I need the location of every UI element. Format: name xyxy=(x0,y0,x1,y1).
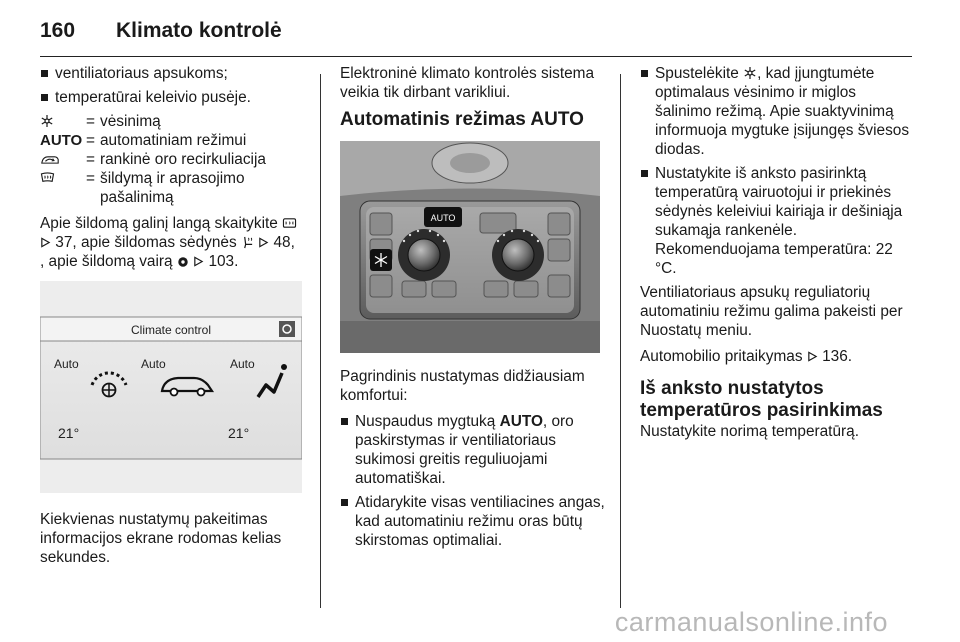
settings-icon xyxy=(279,321,295,337)
legend-text: vėsinimą xyxy=(100,113,161,130)
legend-row xyxy=(40,169,306,207)
bullet-vents: Atidarykite visas ventiliacines angas, kad automatiniu režimu oras būtų skirstomas optimaliai. xyxy=(340,493,606,550)
legend-symbol xyxy=(40,112,86,131)
legend-equals: = xyxy=(86,151,95,168)
text-span: . xyxy=(234,253,239,270)
lower-console xyxy=(340,321,600,353)
display-auto-label-distribution: Auto xyxy=(141,357,166,371)
left-temperature-knob[interactable] xyxy=(408,239,440,271)
bullet-passenger-temp: temperatūrai keleivio pusėje. xyxy=(40,88,306,107)
control-panel-photo xyxy=(340,141,600,353)
legend-equals: = xyxy=(86,170,95,187)
preset-paragraph: Nustatykite norimą temperatūrą. xyxy=(640,423,859,440)
reference-arrow-icon xyxy=(40,237,51,248)
auto-button-label: AUTO xyxy=(430,213,456,223)
column-2 xyxy=(340,64,606,555)
heading-line: temperatūros pasirinkimas xyxy=(640,400,883,421)
intro-paragraph: Elektroninė klimato kontrolės sistema veikia tik dirbant varikliui. xyxy=(340,65,595,101)
section-heading-auto: Automatinis režimas AUTO xyxy=(340,109,584,130)
reference-arrow-icon xyxy=(193,256,204,267)
legend-row xyxy=(40,150,306,169)
legend-symbol xyxy=(40,150,86,169)
legend-row xyxy=(40,131,306,150)
rear-window-heating-icon xyxy=(282,217,297,230)
display-auto-label-seat: Auto xyxy=(230,357,255,371)
display-title: Climate control xyxy=(130,323,212,337)
heating-references: Apie šildomą galinį langą skaitykite 37, apie šildomas sėdynės 48, , apie šildomą vairą 103. xyxy=(40,214,306,271)
text-span: , oro paskirstymas ir ventiliatoriaus sukimosi greitis reguliuojami automatiškai. xyxy=(355,413,574,487)
reference-arrow-icon xyxy=(258,237,269,248)
page-number: 160 xyxy=(40,19,76,42)
snowflake-icon xyxy=(40,114,54,128)
legend-row xyxy=(40,112,306,131)
legend-text: automatiniam režimui xyxy=(100,132,247,149)
text-span: . xyxy=(847,348,853,365)
vehicle-personalization-paragraph xyxy=(640,347,912,366)
legend-equals: = xyxy=(86,113,95,130)
page-reference-link[interactable]: 37 xyxy=(55,234,73,251)
column-1 xyxy=(40,64,306,574)
page-reference-link[interactable]: 103 xyxy=(208,253,235,270)
watermark: carmanualsonline.info xyxy=(614,607,888,637)
column-divider-1 xyxy=(320,74,321,608)
bullet-preset-temperature: Nustatykite iš anksto pasirinktą temperatūrą vairuotojui ir priekinės sėdynės keleiviui kairiąja ir dešiniąja sukamąja rankenėle. Rekomenduojama temperatūra: 22 °C. xyxy=(640,164,912,278)
climate-display-figure xyxy=(40,281,302,493)
text-span: Nuspaudus mygtuką xyxy=(355,413,500,430)
bullet-cooling xyxy=(640,64,912,159)
auto-keyword: AUTO xyxy=(499,413,543,430)
page-title: Klimato kontrolė xyxy=(116,19,282,42)
display-temp-left: 21° xyxy=(58,425,80,441)
header-rule xyxy=(40,56,912,57)
legend-text: rankinė oro recirkuliacija xyxy=(100,151,266,168)
text-span: Spustelėkite xyxy=(655,65,744,82)
recirculation-icon xyxy=(40,153,60,166)
page-reference-link[interactable]: 48 xyxy=(273,234,291,251)
text-span: , apie šildomas sėdynės xyxy=(72,234,241,251)
legend-symbol-auto: AUTO xyxy=(40,132,83,149)
steering-wheel-heating-icon xyxy=(177,256,189,268)
text-span: Apie šildomą galinį langą skaitykite xyxy=(40,215,283,232)
legend-equals: = xyxy=(86,132,95,149)
text-span: Automobilio pritaikymas xyxy=(640,348,807,365)
legend-symbol xyxy=(40,169,86,207)
display-temp-right: 21° xyxy=(228,425,250,441)
upper-knob-cap xyxy=(450,153,490,173)
display-info-paragraph: Kiekvienas nustatymų pakeitimas informacijos ekrane rodomas kelias sekundes. xyxy=(40,511,282,566)
bullet-fan: ventiliatoriaus apsukoms; xyxy=(40,64,306,83)
column-divider-2 xyxy=(620,74,621,608)
reference-arrow-icon xyxy=(807,351,818,362)
windscreen-defrost-icon xyxy=(40,172,55,185)
section-heading-preset xyxy=(640,378,912,422)
bullet-auto-button xyxy=(340,412,606,488)
heading-line: Iš anksto nustatytos xyxy=(640,378,824,399)
column-3 xyxy=(640,64,912,448)
seat-heating-icon xyxy=(241,236,254,249)
comfort-paragraph: Pagrindinis nustatymas didžiausiam komfortui: xyxy=(340,368,585,404)
page-header xyxy=(40,12,912,52)
text-span: , apie šildomą vairą xyxy=(40,253,177,270)
right-temperature-knob[interactable] xyxy=(502,239,534,271)
symbol-legend xyxy=(40,112,306,207)
text-span: , kad įjungtumėte optimalaus vėsinimo ir miglos šalinimo režimą. Apie suaktyvinimą informuoja mygtuke įsijungęs šviesos diodas. xyxy=(655,65,910,158)
display-auto-label-fan: Auto xyxy=(54,357,79,371)
legend-text: šildymą ir aprasojimo pašalinimą xyxy=(100,170,245,206)
fan-settings-paragraph: Ventiliatoriaus apsukų reguliatorių automatiniu režimu galima pakeisti per Nuostatų meniu. xyxy=(640,284,903,339)
page-reference-link[interactable]: 136 xyxy=(822,348,848,365)
snowflake-icon xyxy=(743,66,757,80)
